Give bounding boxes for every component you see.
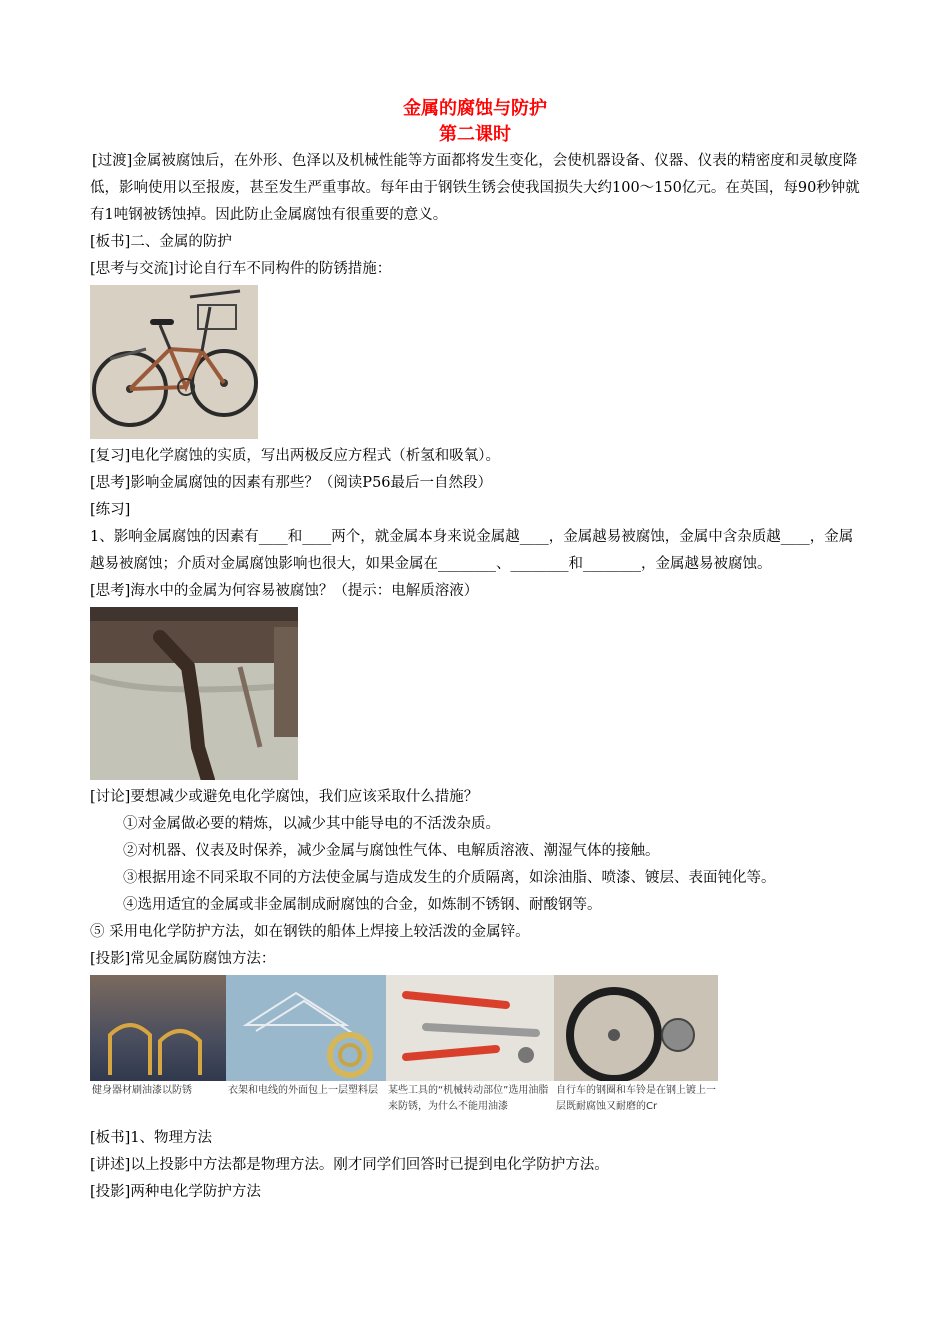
bicycle-photo — [90, 285, 258, 439]
caption-bicycle: 自行车的钢圈和车铃是在钢上镀上一层既耐腐蚀又耐磨的Cr — [556, 1085, 716, 1112]
review-line: [复习]电化学腐蚀的实质，写出两极反应方程式（析氢和吸氧）。 — [90, 448, 501, 464]
discussion-line: [讨论]要想减少或避免电化学腐蚀，我们应该采取什么措施？ — [90, 789, 479, 805]
transition-paragraph: [过渡]金属被腐蚀后，在外形、色泽以及机械性能等方面都将发生变化，会使机器设备、仪器、仪表的精密度和灵敏度降低，影响使用以至报废，甚至发生严重事故。每年由于钢铁生锈会使我国损失大约100～150亿元。在英国，每90秒钟就有1吨钢被锈蚀掉。因此防止金属腐蚀有很重要的意义。 — [90, 153, 860, 223]
board-physical-method: [板书]1、物理方法 — [90, 1130, 213, 1146]
fitness-equipment-photo — [90, 975, 226, 1081]
board-heading-protection: [板书]二、金属的防护 — [90, 234, 232, 250]
caption-tools: 某些工具的“机械转动部位”选用油脂来防锈，为什么不能用油漆 — [388, 1085, 549, 1112]
measure-1: ①对金属做必要的精炼，以减少其中能导电的不活泼杂质。 — [123, 816, 500, 832]
caption-hanger: 衣架和电线的外面包上一层塑料层 — [228, 1085, 378, 1096]
bicycle-wheel-tile — [554, 975, 718, 1119]
lesson-subtitle: 第二课时 — [439, 124, 511, 145]
projection-electrochemical-line: [投影]两种电化学防护方法 — [90, 1184, 261, 1200]
think-exchange-line: [思考与交流]讨论自行车不同构件的防锈措施： — [90, 261, 392, 277]
think-factors-line: [思考]影响金属腐蚀的因素有那些？（阅读P56最后一自然段） — [90, 475, 493, 491]
tools-photo — [386, 975, 554, 1081]
fitness-equipment-tile — [90, 975, 226, 1119]
caption-fitness: 健身器材刷油漆以防锈 — [92, 1085, 192, 1096]
document-page — [90, 96, 860, 1206]
document-title: 金属的腐蚀与防护 — [403, 98, 547, 119]
tools-tile — [386, 975, 554, 1119]
hanger-wire-tile — [226, 975, 386, 1119]
measure-3: ③根据用途不同采取不同的方法使金属与造成发生的介质隔离，如涂油脂、喷漆、镀层、表面钝化等。 — [123, 870, 776, 886]
lecture-line: [讲述]以上投影中方法都是物理方法。刚才同学们回答时已提到电化学防护方法。 — [90, 1157, 609, 1173]
projection-methods-line: [投影]常见金属防腐蚀方法： — [90, 951, 276, 967]
measure-5: ⑤ 采用电化学防护方法，如在钢铁的船体上焊接上较活泼的金属锌。 — [90, 924, 530, 940]
rusty-chain-photo — [90, 607, 298, 780]
think-sea-line: [思考]海水中的金属为何容易被腐蚀？（提示：电解质溶液） — [90, 583, 479, 599]
practice-label: [练习] — [90, 502, 131, 518]
hanger-wire-photo — [226, 975, 386, 1081]
bicycle-wheel-photo — [554, 975, 718, 1081]
measure-4: ④选用适宜的金属或非金属制成耐腐蚀的合金，如炼制不锈钢、耐酸钢等。 — [123, 897, 602, 913]
exercise-1: 1、影响金属腐蚀的因素有____和____两个，就金属本身来说金属越____，金属越易被腐蚀，金属中含杂质越____，金属越易被腐蚀；介质对金属腐蚀影响也很大，如果金属在________、________和________，金属越易被腐蚀。 — [90, 529, 854, 572]
measure-2: ②对机器、仪表及时保养，减少金属与腐蚀性气体、电解质溶液、潮湿气体的接触。 — [123, 843, 660, 859]
anticorrosion-photo-strip — [90, 975, 718, 1119]
